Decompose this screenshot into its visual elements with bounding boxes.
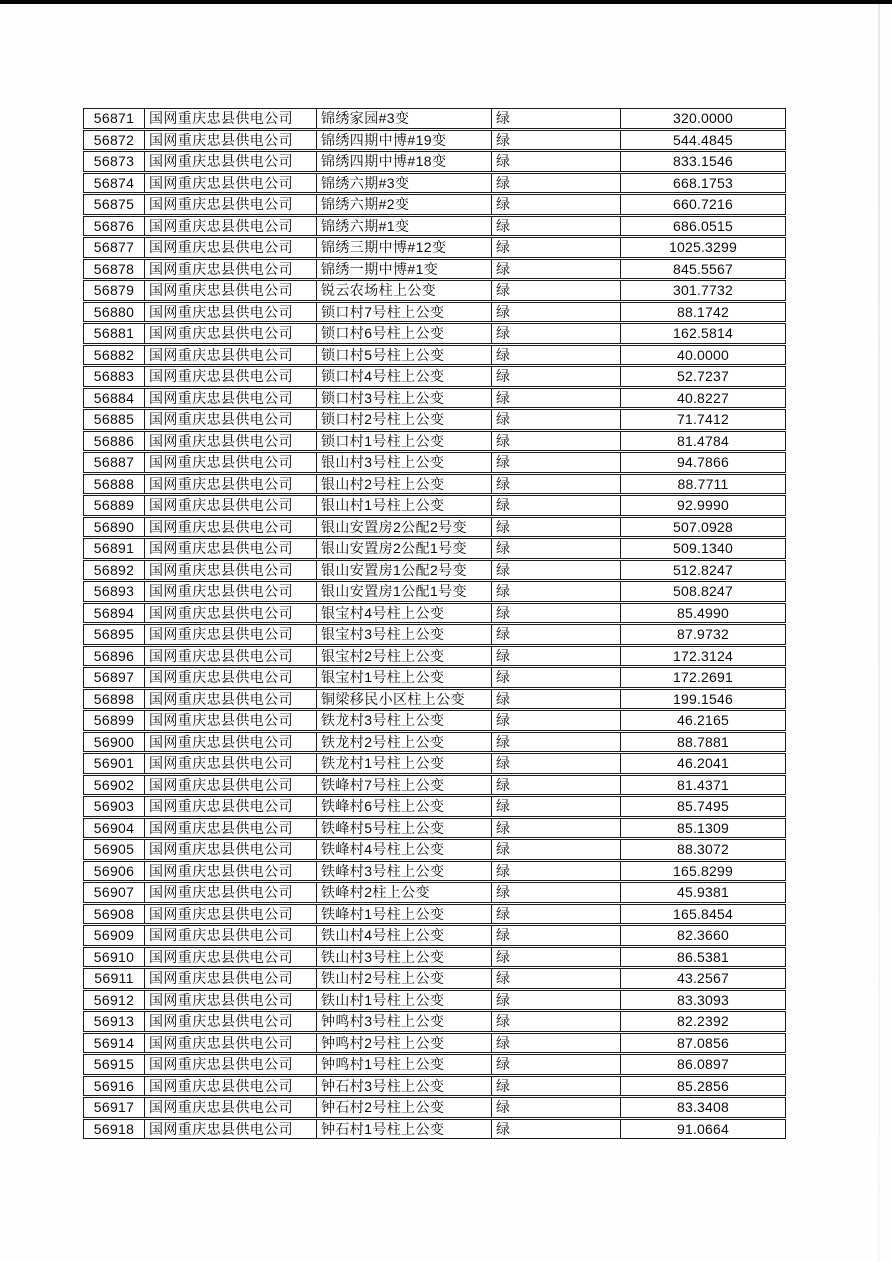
table-row [83,517,786,538]
cell-company-name: 国网重庆忠县供电公司 [145,281,317,300]
cell-company-name: 国网重庆忠县供电公司 [145,539,317,558]
cell-status: 绿 [492,1012,621,1031]
cell-capacity-value: 512.8247 [673,561,733,578]
cell-status: 绿 [492,1034,621,1053]
cell-transformer-name: 银山安置房2公配2号变 [317,518,492,537]
cell-company-name: 国网重庆忠县供电公司 [145,496,317,515]
table-row [83,818,786,839]
cell-status: 绿 [492,883,621,902]
cell-status: 绿 [492,324,621,343]
cell-status: 绿 [492,453,621,472]
cell-transformer-name: 铁峰村3号柱上公变 [317,862,492,881]
page-top-rule [0,0,892,4]
cell-capacity-value: 46.2165 [676,712,729,729]
cell-record-id: 56910 [84,948,145,967]
cell-transformer-name: 锁口村5号柱上公变 [317,346,492,365]
transformer-records-table [83,108,786,1140]
cell-record-id: 56918 [84,1120,145,1139]
cell-record-id: 56873 [84,152,145,171]
table-row [83,1076,786,1097]
cell-transformer-name: 银宝村2号柱上公变 [317,647,492,666]
cell-capacity-value: 83.3093 [676,991,729,1008]
cell-transformer-name: 铁峰村7号柱上公变 [317,776,492,795]
table-row [83,624,786,645]
table-row [83,538,786,559]
cell-status: 绿 [492,819,621,838]
cell-capacity-value: 508.8247 [673,583,733,600]
cell-capacity-value: 509.1340 [673,540,733,557]
cell-status: 绿 [492,604,621,623]
cell-record-id: 56886 [84,432,145,451]
table-row [83,452,786,473]
cell-status: 绿 [492,733,621,752]
cell-record-id: 56913 [84,1012,145,1031]
table-row [83,732,786,753]
cell-status: 绿 [492,410,621,429]
cell-status: 绿 [492,152,621,171]
table-row [83,646,786,667]
cell-status: 绿 [492,840,621,859]
cell-record-id: 56881 [84,324,145,343]
cell-transformer-name: 锁口村7号柱上公变 [317,303,492,322]
cell-capacity-value: 43.2567 [676,970,729,987]
cell-record-id: 56901 [84,754,145,773]
cell-company-name: 国网重庆忠县供电公司 [145,991,317,1010]
cell-transformer-name: 锦绣四期中博#19变 [317,131,492,150]
cell-record-id: 56890 [84,518,145,537]
cell-transformer-name: 钟石村1号柱上公变 [317,1120,492,1139]
cell-capacity-value: 686.0515 [673,217,733,234]
table-row [83,925,786,946]
cell-transformer-name: 锦绣四期中博#18变 [317,152,492,171]
cell-record-id: 56914 [84,1034,145,1053]
cell-status: 绿 [492,539,621,558]
table-row [83,753,786,774]
table-row [83,194,786,215]
cell-capacity-value: 544.4845 [673,131,733,148]
cell-transformer-name: 钟石村2号柱上公变 [317,1098,492,1117]
cell-capacity-value: 81.4784 [676,432,729,449]
cell-record-id: 56897 [84,668,145,687]
cell-transformer-name: 银山村3号柱上公变 [317,453,492,472]
cell-record-id: 56876 [84,217,145,236]
cell-status: 绿 [492,346,621,365]
cell-company-name: 国网重庆忠县供电公司 [145,754,317,773]
cell-capacity-value: 301.7732 [673,282,733,299]
cell-record-id: 56878 [84,260,145,279]
cell-capacity-value: 86.5381 [676,948,729,965]
cell-status: 绿 [492,432,621,451]
table-row [83,689,786,710]
cell-status: 绿 [492,561,621,580]
cell-status: 绿 [492,797,621,816]
cell-capacity-value: 88.1742 [676,303,729,320]
cell-record-id: 56911 [84,969,145,988]
cell-record-id: 56903 [84,797,145,816]
cell-company-name: 国网重庆忠县供电公司 [145,1077,317,1096]
cell-transformer-name: 铁山村1号柱上公变 [317,991,492,1010]
cell-status: 绿 [492,1055,621,1074]
cell-company-name: 国网重庆忠县供电公司 [145,260,317,279]
cell-company-name: 国网重庆忠县供电公司 [145,131,317,150]
cell-company-name: 国网重庆忠县供电公司 [145,518,317,537]
cell-transformer-name: 钟鸣村1号柱上公变 [317,1055,492,1074]
cell-status: 绿 [492,131,621,150]
cell-capacity-value: 87.0856 [676,1034,729,1051]
cell-capacity-value: 45.9381 [676,884,729,901]
cell-status: 绿 [492,109,621,128]
cell-company-name: 国网重庆忠县供电公司 [145,797,317,816]
cell-company-name: 国网重庆忠县供电公司 [145,819,317,838]
table-row [83,904,786,925]
table-row [83,861,786,882]
cell-transformer-name: 锁口村1号柱上公变 [317,432,492,451]
cell-transformer-name: 钟鸣村2号柱上公变 [317,1034,492,1053]
cell-status: 绿 [492,948,621,967]
table-row [83,667,786,688]
cell-company-name: 国网重庆忠县供电公司 [145,1120,317,1139]
table-row [83,1097,786,1118]
cell-record-id: 56887 [84,453,145,472]
cell-record-id: 56884 [84,389,145,408]
cell-transformer-name: 铁峰村2柱上公变 [317,883,492,902]
cell-company-name: 国网重庆忠县供电公司 [145,840,317,859]
cell-status: 绿 [492,389,621,408]
cell-capacity-value: 172.3124 [673,647,733,664]
cell-capacity-value: 668.1753 [673,174,733,191]
cell-record-id: 56875 [84,195,145,214]
cell-status: 绿 [492,367,621,386]
cell-company-name: 国网重庆忠县供电公司 [145,324,317,343]
cell-capacity-value: 81.4371 [676,776,729,793]
cell-capacity-value: 83.3408 [676,1099,729,1116]
cell-record-id: 56871 [84,109,145,128]
table-row [83,968,786,989]
cell-capacity-value: 162.5814 [673,325,733,342]
table-row [83,581,786,602]
cell-record-id: 56896 [84,647,145,666]
cell-company-name: 国网重庆忠县供电公司 [145,367,317,386]
cell-status: 绿 [492,260,621,279]
cell-company-name: 国网重庆忠县供电公司 [145,905,317,924]
cell-company-name: 国网重庆忠县供电公司 [145,238,317,257]
cell-transformer-name: 银宝村3号柱上公变 [317,625,492,644]
cell-capacity-value: 833.1546 [673,153,733,170]
table-row [83,151,786,172]
cell-record-id: 56916 [84,1077,145,1096]
cell-transformer-name: 锁口村4号柱上公变 [317,367,492,386]
cell-status: 绿 [492,475,621,494]
cell-status: 绿 [492,1098,621,1117]
cell-transformer-name: 铁山村2号柱上公变 [317,969,492,988]
table-row [83,108,786,129]
cell-company-name: 国网重庆忠县供电公司 [145,604,317,623]
cell-capacity-value: 165.8454 [673,905,733,922]
cell-status: 绿 [492,582,621,601]
cell-company-name: 国网重庆忠县供电公司 [145,1034,317,1053]
table-row [83,409,786,430]
cell-capacity-value: 845.5567 [673,260,733,277]
cell-company-name: 国网重庆忠县供电公司 [145,217,317,236]
table-row [83,1119,786,1140]
table-row [83,366,786,387]
cell-transformer-name: 锐云农场柱上公变 [317,281,492,300]
cell-company-name: 国网重庆忠县供电公司 [145,475,317,494]
cell-record-id: 56891 [84,539,145,558]
cell-capacity-value: 40.0000 [676,346,729,363]
cell-capacity-value: 85.2856 [676,1077,729,1094]
cell-capacity-value: 91.0664 [676,1120,729,1137]
cell-company-name: 国网重庆忠县供电公司 [145,303,317,322]
cell-company-name: 国网重庆忠县供电公司 [145,453,317,472]
cell-record-id: 56912 [84,991,145,1010]
cell-capacity-value: 199.1546 [673,690,733,707]
cell-transformer-name: 锁口村6号柱上公变 [317,324,492,343]
cell-company-name: 国网重庆忠县供电公司 [145,733,317,752]
table-row [83,1011,786,1032]
cell-company-name: 国网重庆忠县供电公司 [145,711,317,730]
cell-company-name: 国网重庆忠县供电公司 [145,1098,317,1117]
cell-record-id: 56882 [84,346,145,365]
cell-record-id: 56877 [84,238,145,257]
cell-capacity-value: 46.2041 [676,755,729,772]
cell-record-id: 56892 [84,561,145,580]
table-row [83,237,786,258]
cell-capacity-value: 87.9732 [676,626,729,643]
cell-capacity-value: 82.2392 [676,1013,729,1030]
cell-company-name: 国网重庆忠县供电公司 [145,1012,317,1031]
table-row [83,1033,786,1054]
cell-transformer-name: 锁口村3号柱上公变 [317,389,492,408]
cell-transformer-name: 银山村2号柱上公变 [317,475,492,494]
cell-record-id: 56898 [84,690,145,709]
table-row [83,130,786,151]
cell-status: 绿 [492,303,621,322]
cell-status: 绿 [492,776,621,795]
cell-capacity-value: 88.7711 [677,475,729,492]
cell-record-id: 56874 [84,174,145,193]
cell-company-name: 国网重庆忠县供电公司 [145,862,317,881]
table-row [83,280,786,301]
cell-record-id: 56907 [84,883,145,902]
cell-status: 绿 [492,518,621,537]
cell-record-id: 56900 [84,733,145,752]
cell-status: 绿 [492,905,621,924]
cell-capacity-value: 94.7866 [676,454,729,471]
cell-status: 绿 [492,991,621,1010]
cell-status: 绿 [492,668,621,687]
cell-capacity-value: 85.7495 [676,798,729,815]
cell-record-id: 56894 [84,604,145,623]
cell-capacity-value: 165.8299 [673,862,733,879]
cell-record-id: 56909 [84,926,145,945]
cell-capacity-value: 40.8227 [676,389,729,406]
cell-company-name: 国网重庆忠县供电公司 [145,109,317,128]
cell-company-name: 国网重庆忠县供电公司 [145,690,317,709]
cell-capacity-value: 660.7216 [673,196,733,213]
cell-transformer-name: 铁峰村4号柱上公变 [317,840,492,859]
cell-capacity-value: 71.7412 [676,411,729,428]
cell-capacity-value: 85.4990 [676,604,729,621]
table-row [83,882,786,903]
cell-company-name: 国网重庆忠县供电公司 [145,883,317,902]
cell-capacity-value: 86.0897 [676,1056,729,1073]
cell-status: 绿 [492,281,621,300]
cell-record-id: 56895 [84,625,145,644]
table-row [83,1054,786,1075]
cell-company-name: 国网重庆忠县供电公司 [145,389,317,408]
table-row [83,259,786,280]
cell-record-id: 56904 [84,819,145,838]
cell-transformer-name: 锦绣家园#3变 [317,109,492,128]
cell-company-name: 国网重庆忠县供电公司 [145,647,317,666]
cell-transformer-name: 铁峰村5号柱上公变 [317,819,492,838]
table-row [83,603,786,624]
cell-record-id: 56908 [84,905,145,924]
cell-company-name: 国网重庆忠县供电公司 [145,948,317,967]
cell-company-name: 国网重庆忠县供电公司 [145,346,317,365]
cell-capacity-value: 88.7881 [676,733,729,750]
cell-transformer-name: 银宝村4号柱上公变 [317,604,492,623]
cell-status: 绿 [492,711,621,730]
cell-status: 绿 [492,1120,621,1139]
cell-status: 绿 [492,862,621,881]
cell-transformer-name: 银山安置房1公配1号变 [317,582,492,601]
cell-record-id: 56917 [84,1098,145,1117]
table-row [83,302,786,323]
table-row [83,388,786,409]
cell-record-id: 56902 [84,776,145,795]
cell-transformer-name: 钟石村3号柱上公变 [317,1077,492,1096]
cell-capacity-value: 52.7237 [676,368,729,385]
table-row [83,216,786,237]
table-row [83,495,786,516]
cell-capacity-value: 172.2691 [673,669,733,686]
table-row [83,474,786,495]
cell-record-id: 56888 [84,475,145,494]
cell-status: 绿 [492,1077,621,1096]
cell-transformer-name: 锦绣三期中博#12变 [317,238,492,257]
cell-record-id: 56880 [84,303,145,322]
cell-transformer-name: 铁山村4号柱上公变 [317,926,492,945]
cell-record-id: 56883 [84,367,145,386]
cell-transformer-name: 铁山村3号柱上公变 [317,948,492,967]
cell-capacity-value: 92.9990 [676,497,729,514]
cell-transformer-name: 铜梁移民小区柱上公变 [317,690,492,709]
cell-capacity-value: 88.3072 [676,841,729,858]
cell-status: 绿 [492,174,621,193]
cell-status: 绿 [492,754,621,773]
cell-record-id: 56915 [84,1055,145,1074]
table-row [83,947,786,968]
cell-transformer-name: 银宝村1号柱上公变 [317,668,492,687]
cell-company-name: 国网重庆忠县供电公司 [145,625,317,644]
cell-transformer-name: 锦绣六期#3变 [317,174,492,193]
cell-capacity-value: 85.1309 [676,819,729,836]
cell-transformer-name: 锦绣六期#2变 [317,195,492,214]
cell-status: 绿 [492,690,621,709]
table-row [83,710,786,731]
table-row [83,431,786,452]
table-row [83,323,786,344]
cell-record-id: 56905 [84,840,145,859]
cell-record-id: 56899 [84,711,145,730]
cell-status: 绿 [492,195,621,214]
cell-status: 绿 [492,217,621,236]
cell-status: 绿 [492,647,621,666]
table-row [83,173,786,194]
cell-capacity-value: 320.0000 [673,110,733,127]
cell-transformer-name: 铁龙村2号柱上公变 [317,733,492,752]
cell-company-name: 国网重庆忠县供电公司 [145,969,317,988]
cell-transformer-name: 铁龙村3号柱上公变 [317,711,492,730]
cell-company-name: 国网重庆忠县供电公司 [145,776,317,795]
cell-capacity-value: 1025.3299 [669,239,737,256]
cell-transformer-name: 铁峰村1号柱上公变 [317,905,492,924]
cell-company-name: 国网重庆忠县供电公司 [145,582,317,601]
cell-record-id: 56879 [84,281,145,300]
cell-status: 绿 [492,496,621,515]
scan-edge-artifact [878,4,880,1262]
cell-status: 绿 [492,625,621,644]
table-row [83,839,786,860]
cell-transformer-name: 铁龙村1号柱上公变 [317,754,492,773]
cell-company-name: 国网重庆忠县供电公司 [145,174,317,193]
cell-record-id: 56885 [84,410,145,429]
table-row [83,775,786,796]
cell-transformer-name: 钟鸣村3号柱上公变 [317,1012,492,1031]
cell-company-name: 国网重庆忠县供电公司 [145,561,317,580]
cell-transformer-name: 银山安置房1公配2号变 [317,561,492,580]
cell-record-id: 56872 [84,131,145,150]
cell-capacity-value: 82.3660 [676,927,729,944]
cell-transformer-name: 锁口村2号柱上公变 [317,410,492,429]
cell-transformer-name: 铁峰村6号柱上公变 [317,797,492,816]
cell-transformer-name: 银山安置房2公配1号变 [317,539,492,558]
cell-company-name: 国网重庆忠县供电公司 [145,1055,317,1074]
cell-status: 绿 [492,926,621,945]
cell-record-id: 56893 [84,582,145,601]
cell-transformer-name: 锦绣一期中博#1变 [317,260,492,279]
table-row [83,560,786,581]
cell-transformer-name: 锦绣六期#1变 [317,217,492,236]
cell-status: 绿 [492,969,621,988]
cell-company-name: 国网重庆忠县供电公司 [145,432,317,451]
cell-company-name: 国网重庆忠县供电公司 [145,926,317,945]
table-row [83,990,786,1011]
table-row [83,796,786,817]
cell-company-name: 国网重庆忠县供电公司 [145,668,317,687]
cell-company-name: 国网重庆忠县供电公司 [145,410,317,429]
cell-transformer-name: 银山村1号柱上公变 [317,496,492,515]
cell-capacity-value: 507.0928 [673,518,733,535]
cell-record-id: 56906 [84,862,145,881]
cell-company-name: 国网重庆忠县供电公司 [145,152,317,171]
cell-record-id: 56889 [84,496,145,515]
cell-company-name: 国网重庆忠县供电公司 [145,195,317,214]
cell-status: 绿 [492,238,621,257]
table-row [83,345,786,366]
